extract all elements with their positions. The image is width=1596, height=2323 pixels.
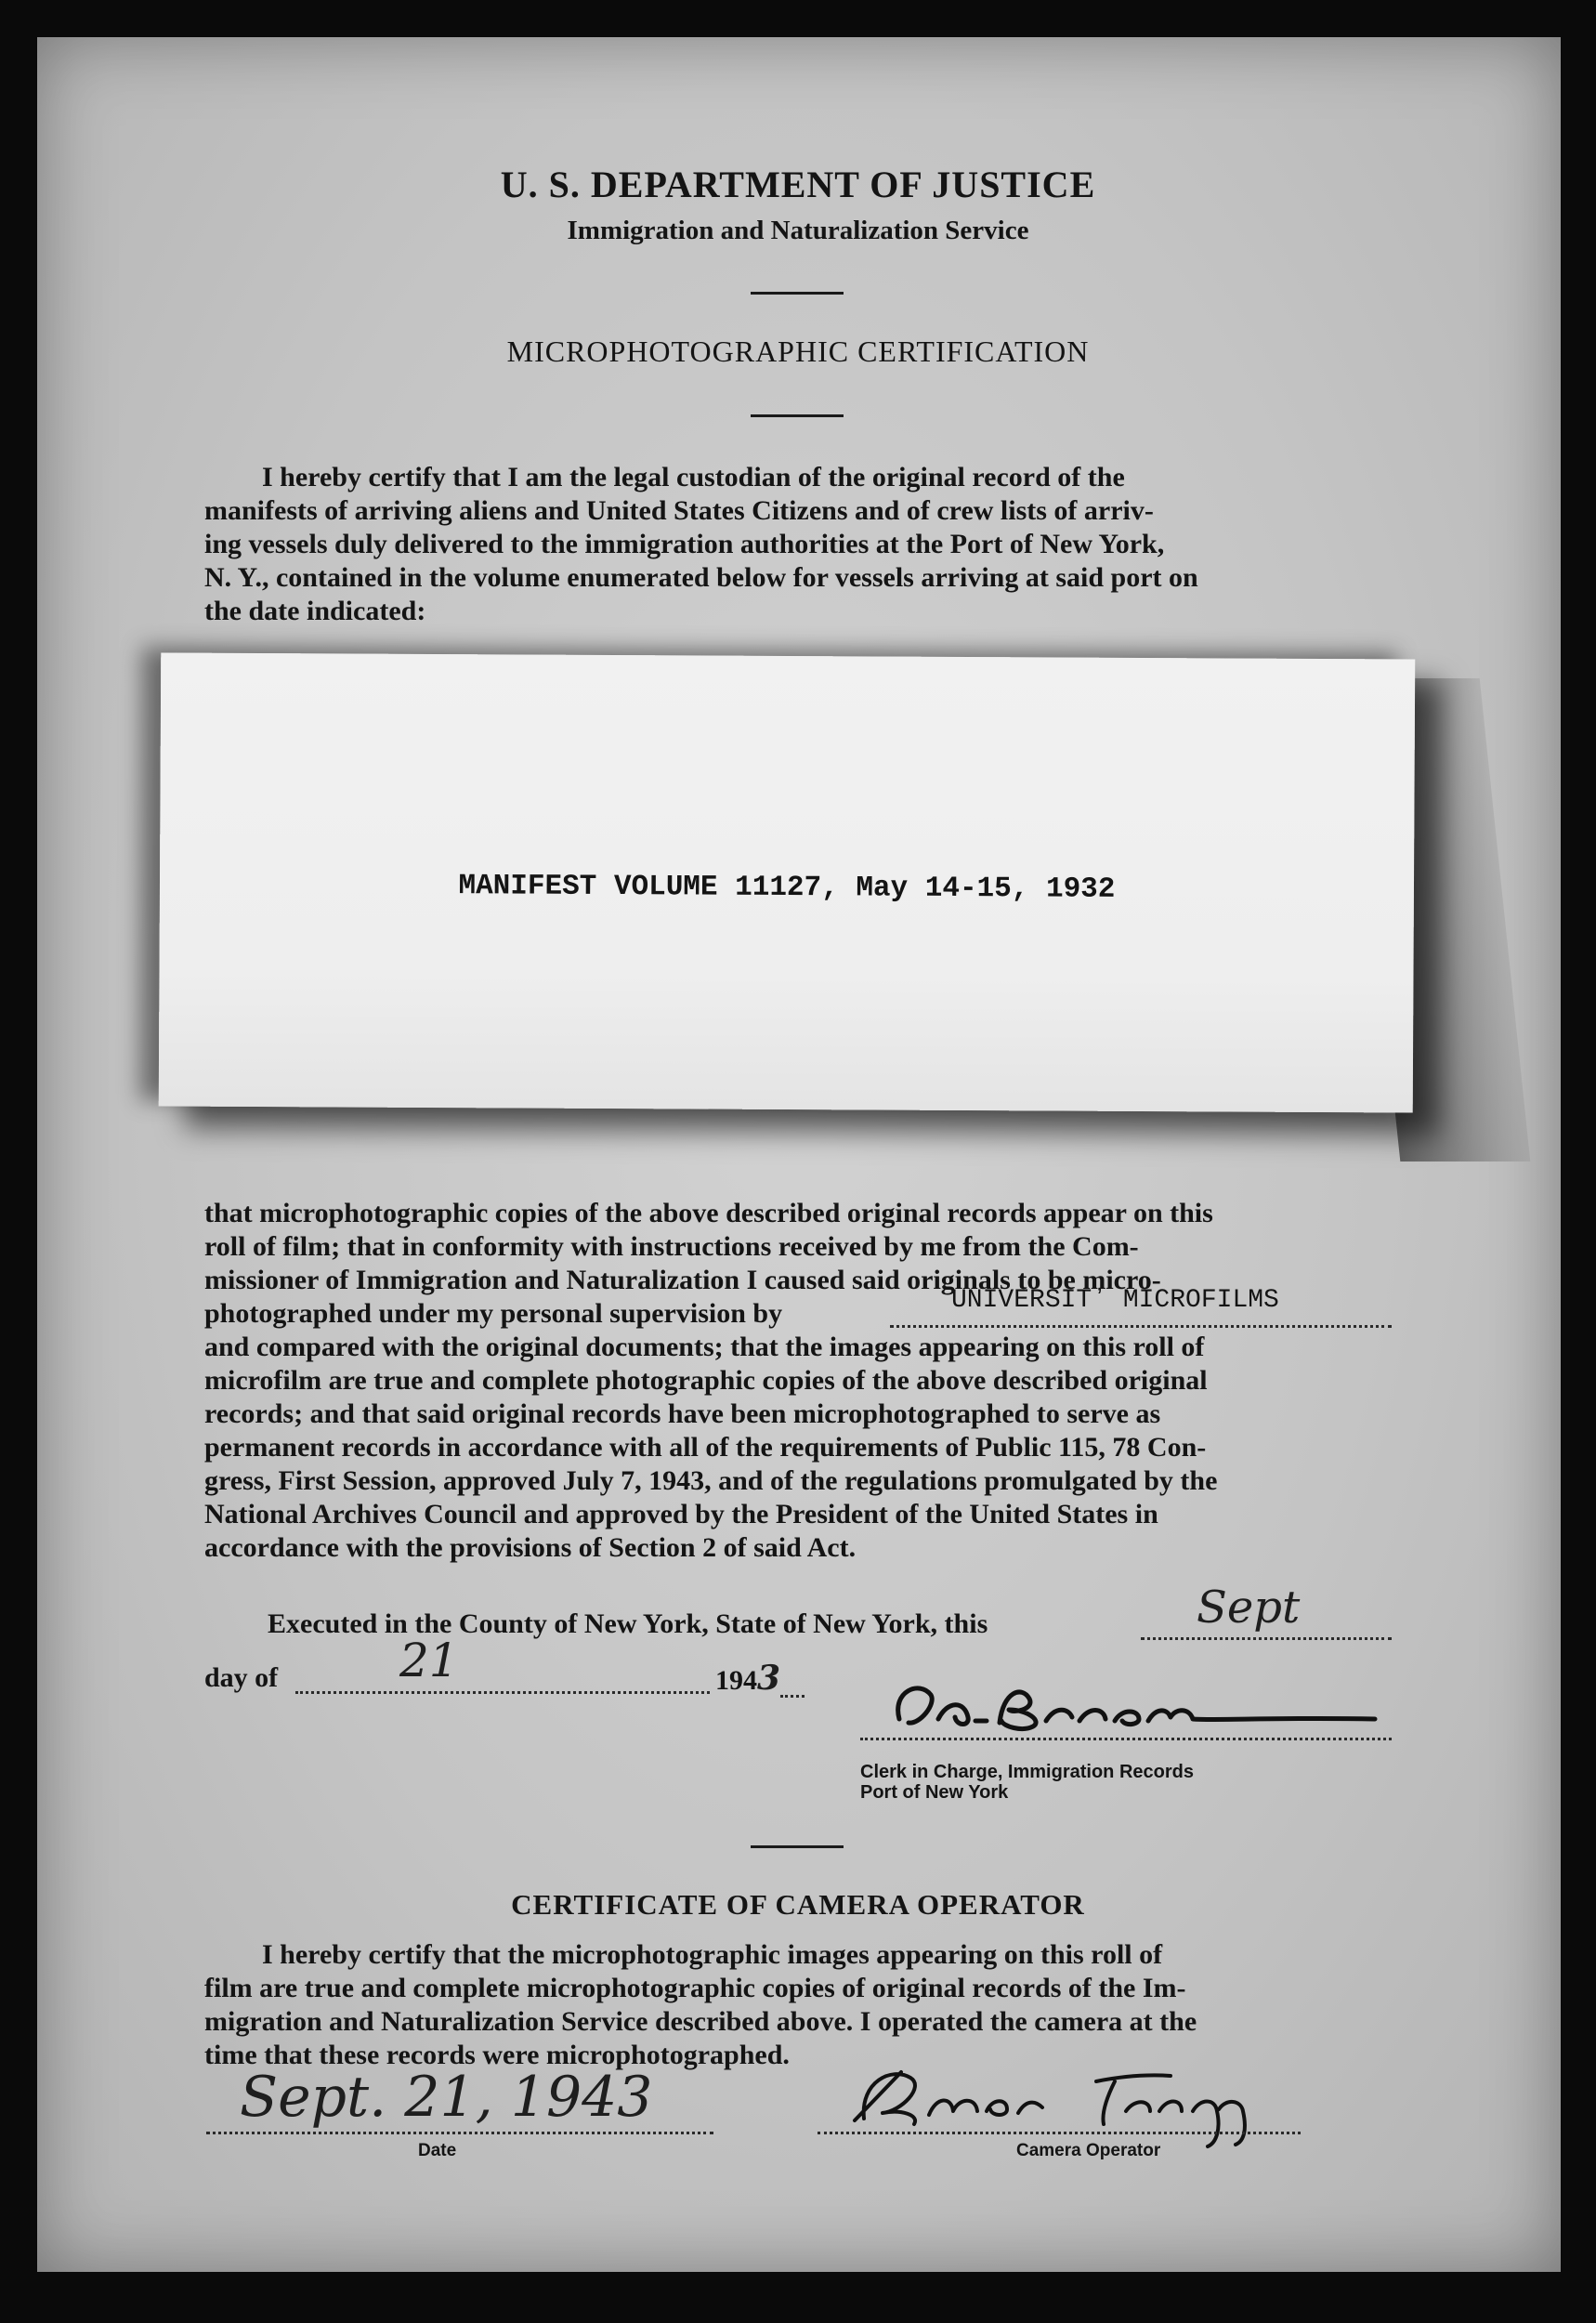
executed-month: Sept — [1197, 1581, 1301, 1634]
day-value: 21 — [399, 1634, 459, 1687]
operator-line: film are true and complete microphotographic copies of original records of the Im- — [204, 1973, 1186, 2003]
body-line: microfilm are true and complete photographic copies of the above described original — [204, 1365, 1208, 1396]
date-value: Sept. 21, 1943 — [240, 2065, 653, 2130]
supervisor-field — [890, 1286, 1392, 1328]
body-line: permanent records in accordance with all of the requirements of Public 115, 78 Con- — [204, 1432, 1207, 1463]
supervision-line — [204, 1286, 1392, 1331]
supervision-prefix: photographed under my personal supervision by — [204, 1298, 783, 1329]
body-line: roll of film; that in conformity with instructions received by me from the Com- — [204, 1231, 1139, 1262]
operator-line: I hereby certify that the microphotographic images appearing on this roll of — [262, 1939, 1163, 1970]
executed-prefix: Executed in the County of New York, State of New York, this — [268, 1608, 988, 1639]
section-divider — [751, 1845, 844, 1848]
executed-line — [268, 1608, 988, 1641]
day-field — [295, 1634, 710, 1694]
camera-operator-label: Camera Operator — [1016, 2141, 1161, 2160]
body-line: and compared with the original documents; that the images appearing on this roll of — [204, 1332, 1205, 1362]
intro-line: ing vessels duly delivered to the immigration authorities at the Port of New York, — [204, 529, 1165, 559]
body-line: National Archives Council and approved by the President of the United States in — [204, 1499, 1158, 1529]
department-title: U. S. DEPARTMENT OF JUSTICE — [500, 164, 1096, 205]
year-line — [715, 1661, 805, 1698]
day-prefix: day of — [204, 1662, 279, 1693]
manifest-volume-label: MANIFEST VOLUME 11127, May 14-15, 1932 — [458, 870, 1116, 906]
body-line: missioner of Immigration and Naturalization I caused said originals to be micro- — [204, 1265, 1161, 1295]
intro-line: the date indicated: — [204, 596, 426, 626]
document-sheet — [37, 37, 1561, 2272]
intro-paragraph — [204, 461, 1392, 628]
service-subtitle: Immigration and Naturalization Service — [567, 216, 1029, 245]
body-line: records; and that said original records have been microphotographed to serve as — [204, 1398, 1161, 1429]
year-suffix: 3 — [757, 1659, 781, 1698]
body-paragraph — [204, 1197, 1392, 1565]
manifest-slip — [159, 652, 1416, 1112]
year-prefix: 194 — [715, 1665, 757, 1696]
clerk-port: Port of New York — [860, 1782, 1009, 1803]
header-divider — [751, 292, 844, 295]
body-line: that microphotographic copies of the above described original records appear on this — [204, 1198, 1213, 1228]
operator-line: migration and Naturalization Service described above. I operated the camera at the — [204, 2006, 1197, 2037]
camera-operator-line — [818, 2124, 1301, 2134]
intro-line: N. Y., contained in the volume enumerated below for vessels arriving at said port on — [204, 562, 1198, 593]
date-label: Date — [418, 2141, 457, 2160]
supervisor-name: UNIVERSITʼ MICROFILMS — [951, 1286, 1279, 1315]
intro-line: manifests of arriving aliens and United States Citizens and of crew lists of arriv- — [204, 495, 1154, 526]
body-line: accordance with the provisions of Section 2 of said Act. — [204, 1532, 857, 1563]
clerk-title: Clerk in Charge, Immigration Records — [860, 1762, 1194, 1782]
body-line: gress, First Session, approved July 7, 1943, and of the regulations promulgated by the — [204, 1465, 1218, 1496]
year-dots — [780, 1671, 805, 1698]
camera-operator-paragraph — [204, 1938, 1392, 2072]
heading-divider — [751, 414, 844, 417]
camera-operator-heading: CERTIFICATE OF CAMERA OPERATOR — [511, 1888, 1085, 1921]
executed-month-field — [1141, 1581, 1392, 1640]
intro-line: I hereby certify that I am the legal custodian of the original record of the — [262, 462, 1125, 492]
clerk-signature-line — [860, 1734, 1392, 1740]
operator-line: time that these records were microphotographed. — [204, 2040, 790, 2070]
date-field — [206, 2065, 713, 2134]
certification-heading: MICROPHOTOGRAPHIC CERTIFICATION — [506, 335, 1090, 368]
